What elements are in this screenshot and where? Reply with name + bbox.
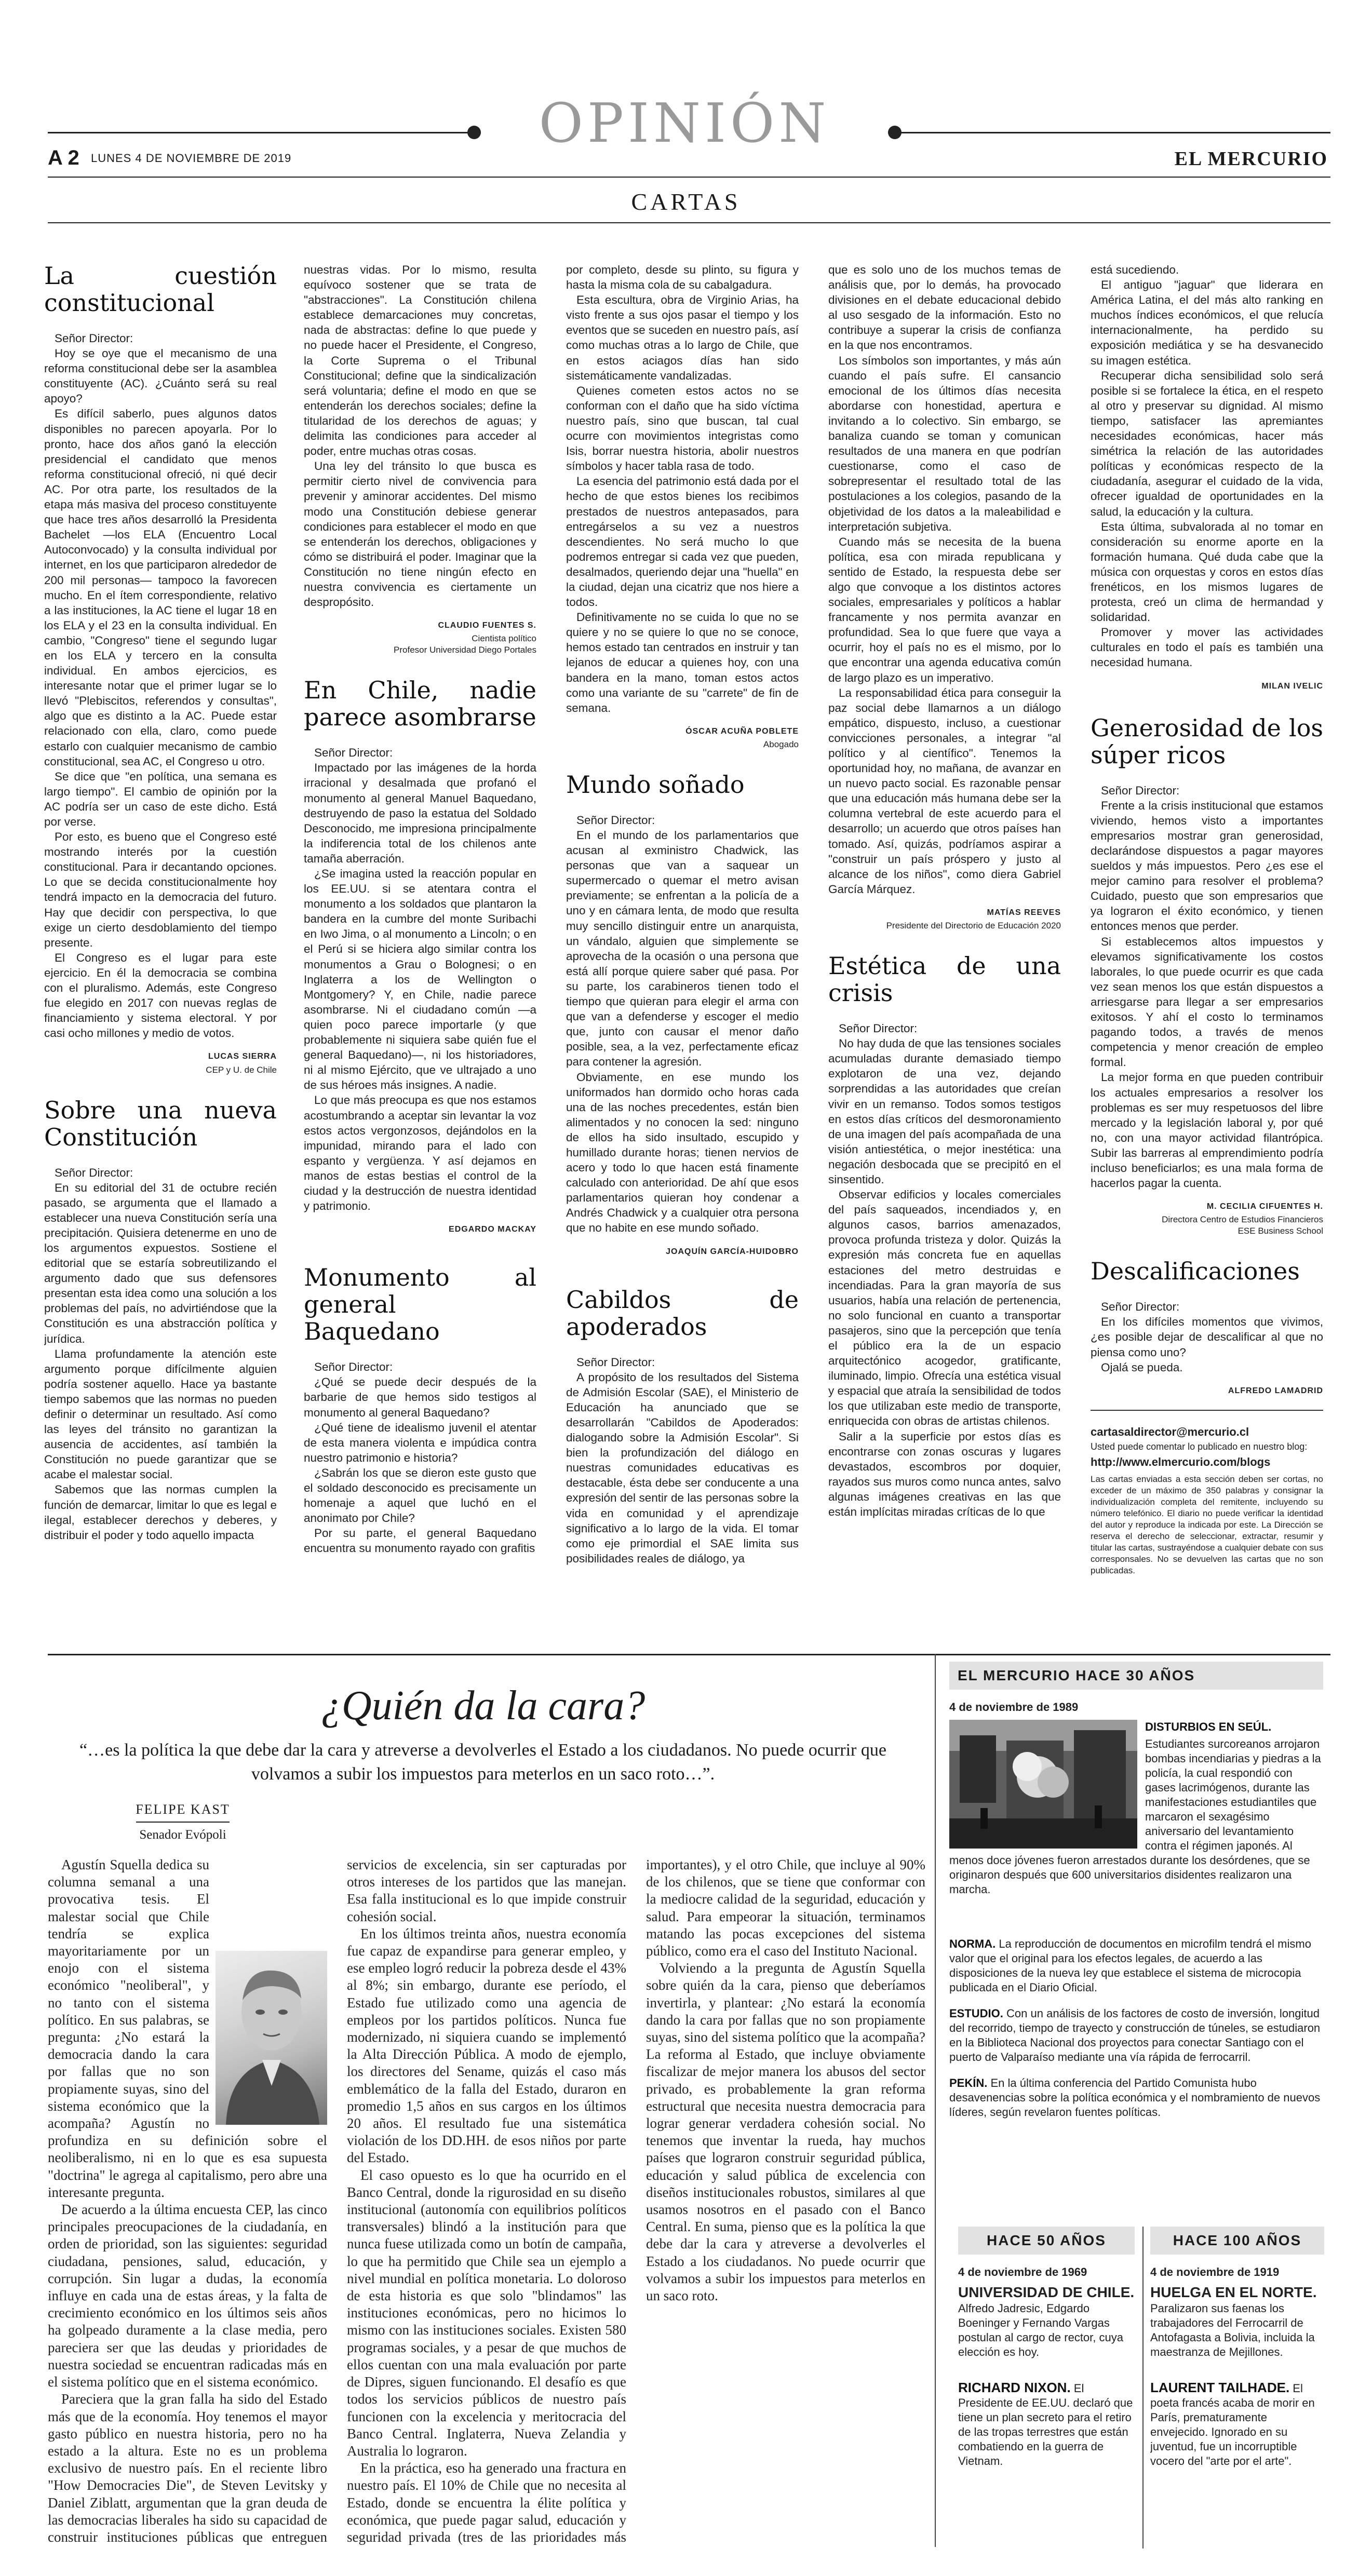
letter-title: Monumento al general Baquedano [304,1263,536,1346]
letter-salutation: Señor Director: [55,332,133,345]
letter-paragraph: Sabemos que las normas cumplen la función de demarcar, limitar lo que es legal e ilegal, establecer derechos y deberes, y distribuir el poder y todo aquello impacta [44,1483,277,1542]
author-photo [216,1951,327,2125]
letter-paragraph: Por esto, es bueno que el Congreso esté mostrando interés por la cuestión constitucional. Para ir decantando opciones. Lo que se decida constitucionalmente hoy tendrá impacto en la democracia del futuro. Hay que decidir con perspectiva, lo que exige un cierto desdoblamiento del tiempo presente. [44,830,277,949]
letter-paragraph: En el mundo de los parlamentarios que acusan al exministro Chadwick, las personas que van a saquear un supermercado o quemar el metro avisan previamente; se enfrentan a la policía de a uno y en cámara lenta, de modo que resulta muy sencillo distinguir entre un anarquista, un vándalo, alguien que simplemente se aprovecha de la ocasión o una persona que está allí porque quiere saber qué pasa. Por su parte, los carabineros tienen todo el tiempo que quieran para elegir el arma con que van a defenderse y escoger el medio que, junto con causar el menor daño posible, sea, a la vez, perfectamente eficaz para contener la agresión. [566,829,799,1069]
hace-30-item-text: Con un análisis de los factores de costo de inversión, longitud del recorrido, tiempo de trayecto y construcción de túneles, se estudiaron en la Biblioteca Nacional dos proyectos para conectar Santiago con el puerto de Valparaíso mediante una vía rápida de ferrocarril. [949,2007,1321,2064]
column-paragraph: En la práctica, eso ha generado una fractura en nuestro país. El 10% de Chile que no necesita al Estado, donde se encuentra la élite política y económica, que puede pagar salud, educación y seguridad privada (tres de las prioridades más importantes), y el otro Chile, que incluye al 90% de los chilenos, que se tiene que conformar con la mediocre calidad de la seguridad, educación y salud. Para empeorar la situación, terminamos matando las pocas excepciones del sistema público, como era el caso del Instituto Nacional. [347,1857,925,2545]
letter-paragraph: El antiguo "jaguar" que liderara en América Latina, el del más alto ranking en muchos índices económicos, el que relucía internacionalmente, ha perdido su exposición mediática y se ha desvanecido su imagen estética. [1091,278,1323,367]
letter-paragraph: El Congreso es el lugar para este ejercicio. En él la democracia se combina con el pluralismo. Además, este Congreso fue elegido en 2017 con nuevas reglas de financiamiento y sistema electoral. Y por casi ocho millones y medio de votos. [44,951,277,1040]
letter-title: Sobre una nueva Constitución [44,1096,277,1151]
letter-paragraph: Si establecemos altos impuestos y elevamos significativamente los costos laborales, lo que puede ocurrir es que cada vez sean menos los que están dispuestos a arriesgarse para llegar a ser empresarios exitosos. Y ahí el costo lo terminamos pagando todos, a través de menos competencia y menor creación de empleo formal. [1091,935,1323,1069]
column-paragraph: Volviendo a la pregunta de Agustín Squella sobre quién da la cara, pienso que deberíamos invertirla, y plantear: ¿No estará la economía dando la cara por fallas que no son propiamente suyas, sino del sistema político que la acompaña? La reforma al Estado, que incluye obviamente fiscalizar de mejor manera los abusos del sector privado, es probablemente la gran reforma estructural que necesita nuestra democracia para lograr generar verdadera cohesión social. No tenemos que inventar la rueda, hay muchos países que lograron construir seguridad pública, educación y salud pública de excelencia con diseños institucionales robustos, similares al que usamos nosotros en el pasado con el Banco Central. En suma, pienso que es la política la que debe dar la cara y atreverse a devolverles el Estado a los ciudadanos. No puede ocurrir que volvamos a subir los impuestos para meterlos en un saco roto. [646,1960,925,2304]
column-title: ¿Quién da la cara? [320,1683,645,1729]
masthead-ornament-right [888,126,902,139]
letter-title: Descalificaciones [1091,1257,1300,1286]
hace-50-item-text: El Presidente de EE.UU. declaró que tiene un plan secreto para el retiro de las tropas terrestres que están combatiendo en la guerra de Vietnam. [958,2382,1133,2467]
letter-paragraph: ¿Qué tiene de idealismo juvenil el atentar de esta manera violenta e impúdica contra nuestro patrimonio e historia? [304,1421,536,1464]
letter-paragraph: Cuando más se necesita de la buena política, esa con mirada republicana y sentido de Estado, la respuesta debe ser algo que convoque a los distintos actores sociales, empresariales y políticos a hablar francamente y nos permita avanzar en profundidad. Sea lo que fuere que vaya a ocurrir, hoy el país no es el mismo, por lo que encontrar una agenda educativa común de largo plazo es un imperativo. [828,535,1061,684]
letter-paragraph: Por su parte, el general Baquedano encuentra su monumento rayado con grafitis [304,1527,536,1555]
letter-paragraph: que es solo uno de los muchos temas de análisis que, por lo demás, ha provocado divisiones en el debate educacional debido al uso sesgado de la información. Esto no contribuye a superar la crisis de confianza en la que nos encontramos. [828,263,1061,352]
letters-column-4 [828,262,1061,1623]
letter-paragraph: Una ley del tránsito lo que busca es permitir cierto nivel de convivencia para prevenir y aminorar accidentes. Del mismo modo una Constitución debiese generar condiciones para establecer el modo en que se entenderán los derechos, obligaciones y cómo se distribuirá el poder. Imaginar que la Constitución no tiene ningún efecto en nuestra convivencia es ciertamente un despropósito. [304,460,536,609]
letter-signature: JOAQUÍN GARCÍA-HUIDOBRO [666,1247,799,1256]
hace-30-item-title: ESTUDIO. [949,2007,1003,2020]
letter-title: Estética de una crisis [828,952,1061,1007]
letter-paragraph: Ojalá se pueda. [1101,1360,1183,1374]
hace-30-items [949,1937,1324,2228]
column-paragraph: En los últimos treinta años, nuestra economía fue capaz de expandirse para generar empleo, y ese empleo logró reducir la pobreza desde el 43% al 8%; sin embargo, durante ese período, el Estado fue utilizado como una agencia de empleos por los partidos políticos. Nunca fue modernizado, ni siquiera cuando se implementó la Alta Dirección Pública. A modo de ejemplo, los directores del Sename, quizás el caso más emblemático de la falla del Estado, duraron en promedio 1,5 años en sus cargos en los últimos 20 años. El resultado fue una sistemática violación de los DD.HH. de esos niños por parte del Estado. [347,1925,626,2166]
letter-paragraph: Salir a la superficie por estos días es encontrarse con zonas oscuras y lugares devastados, escombros por doquier, rayados sus muros como nunca antes, salvo algunas imágenes creativas en las que están implícitas miradas críticas de lo que [828,1429,1061,1519]
letter-paragraph: está sucediendo. [1091,263,1179,276]
letter-paragraph: Esta escultura, obra de Virginio Arias, ha visto frente a sus ojos pasar el tiempo y los eventos que se suceden en nuestro país, así como muchas otras a lo largo de Chile, que en estos aciagos días han sido sistemáticamente vandalizadas. [566,293,799,382]
hace-100-date: 4 de noviembre de 1919 [1150,2265,1280,2278]
letters-column-5 [1091,262,1323,1623]
letter-paragraph: En su editorial del 31 de octubre recién pasado, se argumenta que el llamado a establecer una nueva Constitución sería una precipitación. Quisiera detenerme en uno de los argumentos expuestos. Sostiene el editorial que se estaría sobreutilizando el argumento dado que sus defensores presentan esta idea como una solución a los problemas del país, no advirtiéndose que la Constitución es una abstracción política y jurídica. [44,1181,277,1345]
column-paragraph: De acuerdo a la última encuesta CEP, las cinco principales preocupaciones de la ciudadanía, en orden de prioridad, son las siguientes: seguridad ciudadana, pensiones, salud, educación, y corrupción. Sin lugar a dudas, la economía influye en cada una de estas áreas, y la falta de crecimiento económico en los últimos seis años ha golpeado duramente a la clase media, pero pareciera ser que las deudas y prioridades de nuestra sociedad se encuentran radicadas más en el sistema político que en el sistema económico. [48,2202,327,2390]
hace-30-item-title: PEKÍN. [949,2076,988,2089]
hace-100-box [1150,2265,1324,2556]
letter-title: La cuestión constitucional [44,262,277,317]
letter-paragraph: La mejor forma en que pueden contribuir los actuales empresarios a resolver los problemas es ser muy respetuosos del libre mercado y la legislación laboral y, por qué no, con una mayor actividad filantrópica. Subir las barreras al emprendimiento podría incluso beneficiarlos; es una mala forma de hacerlos pagar la cuenta. [1091,1071,1323,1190]
letters-fine-print: Las cartas enviadas a esta sección deben ser cortas, no exceder de un máximo de 350 palabras y consignar la individualización completa del remitente, incluyendo su número telefónico. El diario no puede verificar la identidad del autor y reproduce la indicada por este. La Dirección se reserva el derecho de seleccionar, extractar, resumir y titular las cartas, sustrayéndose a cualquier debate con sus corresponsales. No se devuelven las cartas que no son publicadas. [1091,1474,1323,1576]
letter-paragraph: A propósito de los resultados del Sistema de Admisión Escolar (SAE), el Ministerio de Educación ha anunciado que se desarrollarán "Cabildos de Apoderados: dialogando sobre la Admisión Escolar". Si bien la profundización del diálogo en nuestras comunidades educativas es destacable, ésta debe ser conducente a una expresión del sentir de las personas sobre la vida en comunidad y el aprendizaje significativo a lo largo de la vida. El tomar como eje primordial el SAE limita sus posibilidades reales de diálogo, ya [566,1370,799,1565]
hace-100-header: HACE 100 AÑOS [1150,2227,1324,2255]
letter-paragraph: La esencia del patrimonio está dada por el hecho de que estos bienes los recibimos prestados de nuestros antepasados, para entregárselos a su vez a nuestros descendientes. No será mucho lo que podremos entregar si cada vez que pueden, desalmados, queriendo dejar una "huella" en la ciudad, dejan una cicatriz que nos hiere a todos. [566,475,799,609]
letter-paragraph: Promover y mover las actividades culturales en todo el país es también una necesidad humana. [1091,626,1323,669]
letter-salutation: Señor Director: [576,813,655,827]
letter-signature: ALFREDO LAMADRID [1228,1386,1323,1395]
blog-link[interactable]: http://www.elmercurio.com/blogs [1091,1455,1271,1468]
letter-paragraph: Quienes cometen estos actos no se conforman con el daño que ha sido víctima nuestro país, sino que buscan, tal cual ocurre con movimientos integristas como Isis, borrar nuestra historia, abolir nuestros símbolos y hacer tabla rasa de todo. [566,384,799,473]
column-body [48,1856,925,2552]
letter-signature: M. CECILIA CIFUENTES H. [1206,1202,1323,1211]
letters-column-1 [44,262,277,1623]
letter-title: Generosidad de los súper ricos [1091,713,1323,769]
column-author-title: Senador Evópoli [139,1828,226,1842]
letter-salutation: Señor Director: [314,746,393,760]
letter-signature: EDGARDO MACKAY [449,1225,536,1234]
letter-signature-title: Abogado [763,739,799,749]
hace-50-date: 4 de noviembre de 1969 [958,2265,1087,2278]
letter-paragraph: Impactado por las imágenes de la horda irracional y desalmada que profanó el monumento al general Manuel Baquedano, destruyendo de paso la estatua del Soldado Desconocido, me impresiona principalmente la indiferencia total de los chilenos ante tamaña aberración. [304,761,536,865]
letter-signature: CLAUDIO FUENTES S. [438,621,536,630]
letter-salutation: Señor Director: [576,1355,655,1369]
letter-salutation: Señor Director: [1101,784,1180,797]
letter-paragraph: Se dice que "en política, una semana es largo tiempo". El cambio de opinión por la AC podría ser un caso de este dicho. Está por verse. [44,770,277,828]
letter-paragraph: Es difícil saberlo, pues algunos datos disponibles no parecen apoyarla. Por lo pronto, hace dos años ganó la elección presidencial el candidato que menos reforma constitucional ofreció, ni qué decir AC. Por otra parte, los resultados de la etapa más masiva del proceso constituyente que hace tres años desarrolló la Presidenta Bachelet —los ELA (Encuentro Local Autoconvocado) y la consulta individual por internet, en los que participaron alrededor de 200 mil personas— tampoco la favorecen mucho. En el ítem correspondiente, relativo a las instituciones, la AC tiene el lugar 18 en los ELA y el 23 en la consulta individual. En cambio, "Congreso" tiene el segundo lugar en los ELA y tercero en la consulta individual. En ambos ejercicios, es interesante notar que el primer lugar se lo llevó "Plebiscitos, referendos y consultas", algo que es distinto a la AC. Puede estar relacionado con ella, claro, como puede estarlo con cualquier mecanismo de cambio constitucional, sea AC, el Congreso u otro. [44,407,277,768]
letter-paragraph: En los difíciles momentos que vivimos, ¿es posible dejar de descalificar al que no piensa como uno? [1091,1315,1323,1359]
letter-salutation: Señor Director: [1101,1300,1180,1314]
hace-30-item-title: NORMA. [949,1937,996,1950]
blog-intro: Usted puede comentar lo publicado en nuestro blog: [1091,1441,1308,1452]
hace-50-item-text: Alfredo Jadresic, Edgardo Boeninger y Fernando Vargas postulan al cargo de rector, cuya elección es hoy. [958,2302,1123,2358]
letter-paragraph: La responsabilidad ética para conseguir la paz social debe llamarnos a un diálogo empático, dispuesto, incluso, a cuestionar convicciones personales, a integrar "al político y al científico". Tenemos la oportunidad hoy, no mañana, de avanzar en un nuevo pacto social. Es razonable pensar que una educación más humana debe ser la columna vertebral de este acuerdo para el desarrollo; un acuerdo que otros países han tomado. Así, quizás, podríamos aspirar a "construir un país próspero y justo al alcance de los niños", como diera Gabriel García Márquez. [828,686,1061,896]
page-date: LUNES 4 DE NOVIEMBRE DE 2019 [91,152,292,165]
letter-paragraph: Obviamente, en ese mundo los uniformados han dormido ocho horas cada una de las noches precedentes, están bien alimentados y no conocen la sed: ninguno de ellos ha sido insultado, escupido y humillado durante horas; tienen nervios de acero y todo lo que hacen está finamente calculado con anterioridad. De ahí que esos parlamentarios quieran hoy condenar a Andrés Chadwick y a cualquier otra persona que no habite en ese mundo soñado. [566,1070,799,1235]
letter-paragraph: Hoy se oye que el mecanismo de una reforma constitucional debe ser la asamblea constituyente (AC). ¿Cuánto será su real apoyo? [44,347,277,406]
hace-50-header: HACE 50 AÑOS [958,2227,1135,2255]
hace-50-item-title: UNIVERSIDAD DE CHILE. [958,2284,1135,2300]
letter-signature-title: Directora Centro de Estudios Financieros ESE Business School [1162,1215,1323,1236]
hace-100-item-title: HUELGA EN EL NORTE. [1150,2284,1317,2300]
hace-100-item-title: LAURENT TAILHADE. [1150,2380,1290,2395]
letter-signature: ÓSCAR ACUÑA POBLETE [685,726,799,736]
letter-paragraph: No hay duda de que las tensiones sociales acumuladas durante demasiado tiempo explotaron de una vez, dejando sorprendidas a las autoridades que creían vivir en un remanso. Todos somos testigos en estos días críticos del desmoronamiento de una imagen del país acompañada de una visión antiestética, o mejor inestética: una negación desbocada que se precipitó en el sinsentido. [828,1037,1061,1186]
letter-title: Mundo soñado [566,770,745,799]
masthead-ornament-left [467,126,481,139]
letter-signature: MATÍAS REEVES [987,908,1061,917]
contact-email[interactable]: cartasaldirector@mercurio.cl [1091,1425,1249,1438]
hace-50-box [958,2265,1135,2556]
letter-salutation: Señor Director: [314,1360,393,1374]
hace-30-item-text: En la última conferencia del Partido Comunista hubo desavenencias sobre la política económica y el nombramiento de nuevos líderes, según revelaron fuentes políticas. [949,2076,1321,2119]
letter-paragraph: Llama profundamente la atención este argumento porque difícilmente alguien podría sostener aquello. Hace ya bastante tiempo sabemos que las normas no pueden definir o determinar un resultado. Así como las leyes del tránsito no garantizan la ausencia de accidentes, así también la Constitución no puede garantizar que se acabe el malestar social. [44,1347,277,1481]
subsection-title: CARTAS [631,188,741,215]
column-paragraph: Pareciera que la gran falla ha sido del Estado más que de la economía. Hoy tenemos el mayor gasto público en nuestra historia, pero no ha estado a la altura. Este no es un problema exclusivo de nuestro país. En el reciente libro "How Democracies Die", de Steven Levitsky y Daniel Ziblatt, argumentan que la gran deuda de las democracias liberales ha sido su capacidad de construir instituciones públicas que entreguen servicios de excelencia, sin ser capturadas por otros intereses de los partidos que las manejan. Esa falla institucional es lo que impide construir cohesión social. [48,1857,626,2545]
hace-30-header: EL MERCURIO HACE 30 AÑOS [949,1662,1323,1690]
hace-100-item-text: El poeta francés acaba de morir en París, prematuramente envejecido. Ignorado en su juventud, fue un incorruptible vocero del "arte por el arte". [1150,2382,1315,2467]
hace-100-item-text: Paralizaron sus faenas los trabajadores del Ferrocarril de Antofagasta a Bolivia, incluida la maestranza de Mejillones. [1150,2302,1315,2358]
letter-salutation: Señor Director: [55,1166,133,1179]
section-title: OPINIÓN [481,89,888,157]
hace-30-lead-title: DISTURBIOS EN SEÚL. [1145,1720,1272,1733]
letters-column-3 [566,262,799,1623]
letter-paragraph: Esta última, subvalorada al no tomar en consideración su enorme aporte en la formación humana. Qué duda cabe que la música con orquestas y coros en estos días frenéticos, en los mismos lugares de protesta, creó un clima de hermandad y solidaridad. [1091,520,1323,624]
letter-signature: LUCAS SIERRA [208,1052,277,1061]
letter-paragraph: Observar edificios y locales comerciales del país saqueados, incendiados y, en algunos casos, barrios amenazados, provoca profunda tristeza y dolor. Quizás la expresión más concreta fue en aquellas estaciones del metro destruidas e incendiadas. Para la gran mayoría de sus usuarios, había una relación de pertenencia, no solo funcional en cuanto a transportar pasajeros, sino que la percepción que tenía el público era la de un espacio arquitectónico acogedor, gratificante, iluminado, limpio. Ofrecía una estética visual y espacial que atraía la sensibilidad de todos los que utilizaban este medio de transporte, enriquecida con obras de artistas chilenos. [828,1188,1061,1428]
letter-paragraph: Recuperar dicha sensibilidad solo será posible si se fortalece la ética, en el respeto al otro y preservar su dignidad. Al mismo tiempo, satisfacer las apremiantes necesidades económicas, hacer más simétrica la relación de las autoridades políticas y económicas respecto de la ciudadanía, asegurar el cuidado de la vida, ofrecer igualdad de oportunidades en la salud, la educación y la cultura. [1091,369,1323,518]
letter-title: Cabildos de apoderados [566,1285,799,1341]
letter-paragraph: Los símbolos son importantes, y más aún cuando el país sufre. El cansancio emocional de los últimos días necesita abordarse con honestidad, apertura e invitando a lo colectivo. Sin embargo, se banaliza cuando se toman y comunican resultados de una manera en que podrían cuestionarse, como el caso de sobrepresentar el resultado total de las postulaciones a los colegios, pasando de la objetividad de los datos a la maleabilidad e interpretación subjetiva. [828,354,1061,533]
letter-title: En Chile, nadie parece asombrarse [304,676,536,732]
letter-paragraph: ¿Qué se puede decir después de la barbarie de que hemos sido testigos al monumento al general Baquedano? [304,1375,536,1419]
letter-paragraph: Frente a la crisis institucional que estamos viviendo, hemos visto a importantes empresarios mostrar gran generosidad, declarándose dispuestos a pagar mayores sueldos y más impuestos. Pero ¿es ese el mejor camino para resolver el problema? Cuidado, puesto que son empresarios que ya lograron el éxito económico, y tienen entonces menos que perder. [1091,799,1323,933]
column-deck: “…es la política la que debe dar la cara y atreverse a devolverles el Estado a los ciudadanos. No puede ocurrir que volvamos a subir los impuestos para meterlos en un saco roto…”. [79,1741,886,1784]
hace-30-lead-text [949,1737,1324,1929]
letter-paragraph: Lo que más preocupa es que nos estamos acostumbrando a aceptar sin levantar la voz estos actos vergonzosos, dejándolos en la impunidad, mirando para el lado con espanto y vergüenza. Y así dejamos en manos de estas bestias el control de la ciudad y la destrucción de nuestra identidad y patrimonio. [304,1094,536,1213]
hace-50-item-title: RICHARD NIXON. [958,2380,1071,2395]
letters-column-2 [304,262,536,1623]
letter-paragraph: por completo, desde su plinto, su figura y hasta la misma cola de su cabalgadura. [566,263,799,292]
letter-paragraph: Definitivamente no se cuida lo que no se quiere y no se quiere lo que no se conoce, hemos estado tan centrados en instruir y tan lejanos de educar a quienes hoy, con una bandera en la mano, toman estos actos como una variante de su "carrete" de fin de semana. [566,611,799,714]
letter-paragraph: ¿Sabrán los que se dieron este gusto que el soldado desconocido es precisamente un homenaje a aquel que luchó en el anonimato por Chile? [304,1466,536,1525]
letter-signature-title: Presidente del Directorio de Educación 2020 [886,921,1061,931]
column-paragraph: El caso opuesto es lo que ha ocurrido en el Banco Central, donde la rigurosidad en su diseño institucional (autonomía con equilibrios políticos transversales) blindó a la institución para que nunca fuese utilizada como un botín de campaña, lo que ha permitido que Chile sea un ejemplo a nivel mundial en política monetaria. Lo doloroso de esta historia es que solo "blindamos" las instituciones económicas, pero no hicimos lo mismo con las instituciones sociales. Existen 580 programas sociales, y a pesar de que muchos de ellos cuentan con una mala evaluación por parte de Dipres, siguen funcionando. El desafío es que todos los servicios públicos de nuestro país funcionen con la excelencia y meritocracia del Banco Central. Inglaterra, Nueva Zelandia y Australia lo lograron. [347,2167,626,2459]
letter-paragraph: nuestras vidas. Por lo mismo, resulta equívoco sostener que se trata de "abstracciones". La Constitución chilena establece demarcaciones muy concretas, nada de abstractas: define lo que puede y no puede hacer el Presidente, el Congreso, la Corte Suprema o el Tribunal Constitucional; define que la sindicalización será voluntaria; define el modo en que se entenderán los derechos sociales; define la titularidad de los derechos de aguas; y delimita las condiciones para acceder al poder, entre muchas otras cosas. [304,263,536,458]
letter-paragraph: ¿Se imagina usted la reacción popular en los EE.UU. si se atentara contra el monumento a los soldados que plantaron la bandera en la cumbre del monte Suribachi en Iwo Jima, o al monumento a Lincoln; o en el Perú si se hiciera algo similar contra los monumentos a Grau o Bolognesi; o en Inglaterra a los de Wellington o Montgomery? Y, en Chile, nadie parece asombrarse. Ni el ciudadano común —a quien poco parece importarle (y que probablemente ni siquiera sabe quién fue el general Baquedano)—, ni los historiadores, ni al mismo Ejército, que ve ultrajado a uno de sus héroes más insignes. A nadie. [304,867,536,1092]
letter-signature: MILAN IVELIC [1261,681,1323,691]
column-author: FELIPE KAST [136,1802,230,1817]
hace-30-item-text: La reproducción de documentos en microfilm tendrá el mismo valor que el original para los efectos legales, de acuerdo a las disposiciones de la nueva ley que establece el sistema de microcopia publicada en el Diario Oficial. [949,1937,1311,1994]
letter-signature-title: CEP y U. de Chile [206,1064,277,1075]
column-paragraph: Agustín Squella dedica su columna semanal a una provocativa tesis. El malestar social que Chile tendría se explica mayoritariamente por un enojo con el sistema económico "neoliberal", y no tanto con el sistema político. En sus palabras, se pregunta: ¿No estará la democracia dando la cara por fallas que no son propiamente suyas, sino del sistema económico que la acompaña? Agustín no profundiza en su definición sobre el neoliberalismo, ni en lo que es esa supuesta "doctrina" le agrega al capitalismo, pero abre una interesante pregunta. [48,1857,327,2200]
page-number: A 2 [48,146,79,169]
newspaper-name: EL MERCURIO [1174,148,1328,170]
hace-30-date: 4 de noviembre de 1989 [949,1701,1079,1714]
hace-30-lead-body: Estudiantes surcoreanos arrojaron bombas incendiarias y piedras a la policía, la cual respondió con gases lacrimógenos, durante las manifestaciones estudiantiles que marcaron el sexagésimo aniversario del levantamiento contra el régimen japonés. Al menos doce jóvenes fueron arrestados durante los desórdenes, que se originaron después que 600 universitarios disidentes realizaron una marcha. [949,1737,1321,1896]
letter-salutation: Señor Director: [839,1022,918,1035]
letter-signature-title: Cientista político Profesor Universidad Diego Portales [394,633,536,655]
